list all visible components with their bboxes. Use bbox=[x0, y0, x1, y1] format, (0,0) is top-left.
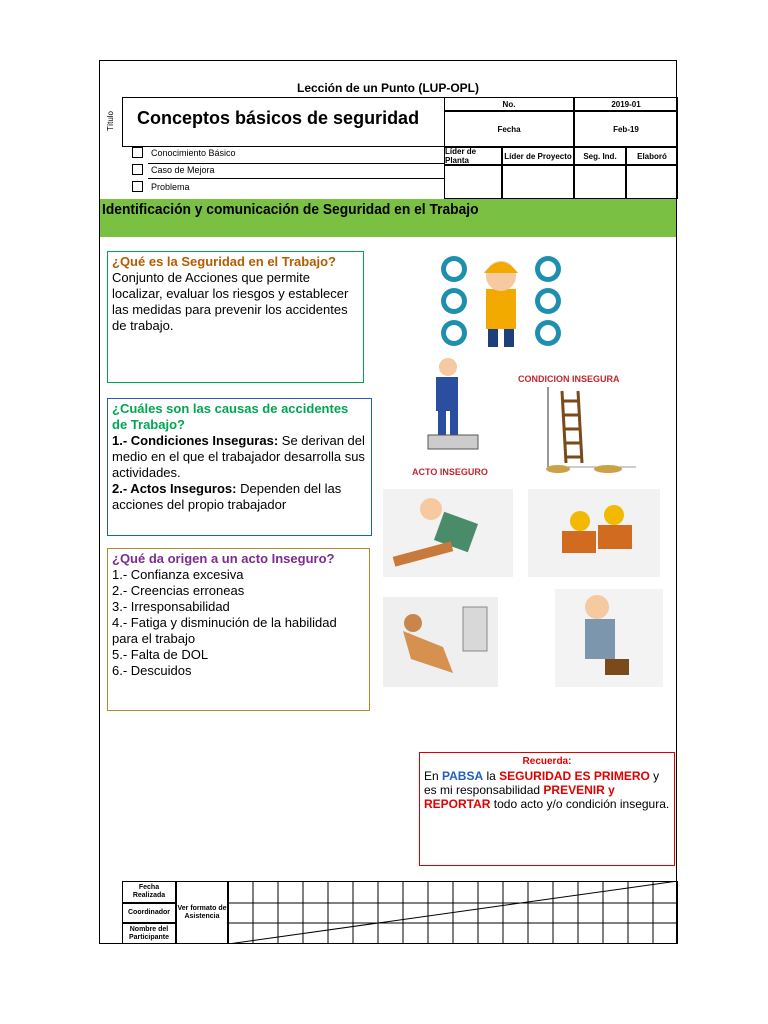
origin-item: 3.- Irresponsabilidad bbox=[112, 599, 230, 614]
origin-item: 5.- Falta de DOL bbox=[112, 647, 209, 662]
seg-ind-label: Seg. Ind. bbox=[574, 147, 626, 165]
lider-proyecto-label: Líder de Proyecto bbox=[502, 147, 574, 165]
recuerda-y: y es mi responsabilidad bbox=[424, 769, 660, 797]
recuerda-box bbox=[419, 752, 675, 866]
lider-proyecto-sign bbox=[502, 165, 574, 199]
origin-item: 6.- Descuidos bbox=[112, 663, 192, 678]
main-title-cell bbox=[122, 97, 444, 147]
box-origen-acto bbox=[107, 548, 370, 711]
lup-sheet bbox=[99, 60, 677, 944]
section-title-bar bbox=[100, 199, 676, 237]
recuerda-la: la bbox=[483, 769, 500, 783]
header-block bbox=[122, 97, 678, 199]
option-problema[interactable] bbox=[132, 181, 190, 192]
box-causas bbox=[107, 398, 372, 536]
acto-inseguro-illustration bbox=[408, 351, 508, 463]
question-2: ¿Cuáles son las causas de accidentes de Trabajo? bbox=[112, 401, 349, 432]
answer-1: Conjunto de Acciones que permite localizar, evaluar los riesgos y establecer las medidas para prevenir los accidentes de trabajo. bbox=[112, 270, 349, 333]
pabsa-brand: PABSA bbox=[442, 769, 484, 783]
section-title: Identificación y comunicación de Seguridad en el Trabajo bbox=[102, 201, 479, 218]
cause-2 bbox=[112, 481, 367, 513]
prevenir-reportar: PREVENIR y REPORTAR bbox=[424, 783, 615, 811]
elaboro-sign bbox=[626, 165, 678, 199]
fatigue-illustration bbox=[383, 597, 498, 687]
seg-ind-sign bbox=[574, 165, 626, 199]
question-1: ¿Qué es la Seguridad en el Trabajo? bbox=[112, 254, 336, 269]
cause-2-label: 2.- Actos Inseguros: bbox=[112, 481, 237, 496]
option-conocimiento[interactable] bbox=[132, 147, 236, 158]
checkbox[interactable] bbox=[132, 181, 143, 192]
attendance-grid bbox=[122, 881, 678, 944]
option-label: Conocimiento Básico bbox=[151, 147, 236, 158]
attendance-cells bbox=[228, 881, 678, 944]
recuerda-text bbox=[424, 769, 670, 811]
origin-item: 4.- Fatiga y disminución de la habilidad para el trabajo bbox=[112, 615, 337, 646]
condicion-insegura-illustration bbox=[528, 387, 638, 477]
worker-injured-illustration bbox=[383, 489, 513, 577]
recuerda-en: En bbox=[424, 769, 443, 783]
option-caso-mejora[interactable] bbox=[132, 164, 215, 175]
recuerda-title: Recuerda: bbox=[522, 756, 572, 767]
fecha-realizada-label: Fecha Realizada bbox=[122, 881, 176, 903]
no-label: No. bbox=[444, 97, 574, 111]
main-title: Conceptos básicos de seguridad bbox=[137, 108, 420, 128]
titulo-label: Título bbox=[106, 110, 115, 131]
recuerda-rest: todo acto y/o condición insegura. bbox=[490, 797, 670, 811]
careless-worker-illustration bbox=[555, 589, 663, 687]
ver-formato-label: Ver formato de Asistencia bbox=[176, 881, 228, 944]
seguridad-primero: SEGURIDAD ES PRIMERO bbox=[499, 769, 650, 783]
cause-1-text: Se derivan del medio en el que el trabajador desarrolla sus actividades. bbox=[112, 433, 365, 480]
fecha-label: Fecha bbox=[444, 111, 574, 147]
no-value: 2019-01 bbox=[574, 97, 678, 111]
checkbox[interactable] bbox=[132, 164, 143, 175]
elaboro-label: Elaboró bbox=[626, 147, 678, 165]
option-label: Caso de Mejora bbox=[151, 164, 215, 175]
sheet-top-title: Lección de un Punto (LUP-OPL) bbox=[297, 81, 479, 95]
workers-fall-illustration bbox=[528, 489, 660, 577]
checkbox[interactable] bbox=[132, 147, 143, 158]
ppe-illustration bbox=[436, 251, 566, 351]
condicion-insegura-label: CONDICION INSEGURA bbox=[518, 374, 620, 384]
coordinador-label: Coordinador bbox=[122, 903, 176, 923]
cause-1 bbox=[112, 433, 367, 481]
cause-1-label: 1.- Condiciones Inseguras: bbox=[112, 433, 279, 448]
lider-planta-sign bbox=[444, 165, 502, 199]
fecha-value: Feb-19 bbox=[574, 111, 678, 147]
cause-2-text: Dependen del las acciones del propio trabajador bbox=[112, 481, 342, 512]
origin-item: 2.- Creencias erroneas bbox=[112, 583, 245, 598]
box-que-es-seguridad bbox=[107, 251, 364, 383]
origin-item: 1.- Confianza excesiva bbox=[112, 567, 244, 582]
lider-planta-label: Líder de Planta bbox=[444, 147, 502, 165]
nombre-participante-label: Nombre del Participante bbox=[122, 923, 176, 944]
question-3: ¿Qué da origen a un acto Inseguro? bbox=[112, 551, 335, 566]
option-label: Problema bbox=[151, 181, 190, 192]
acto-inseguro-label: ACTO INSEGURO bbox=[412, 467, 488, 477]
